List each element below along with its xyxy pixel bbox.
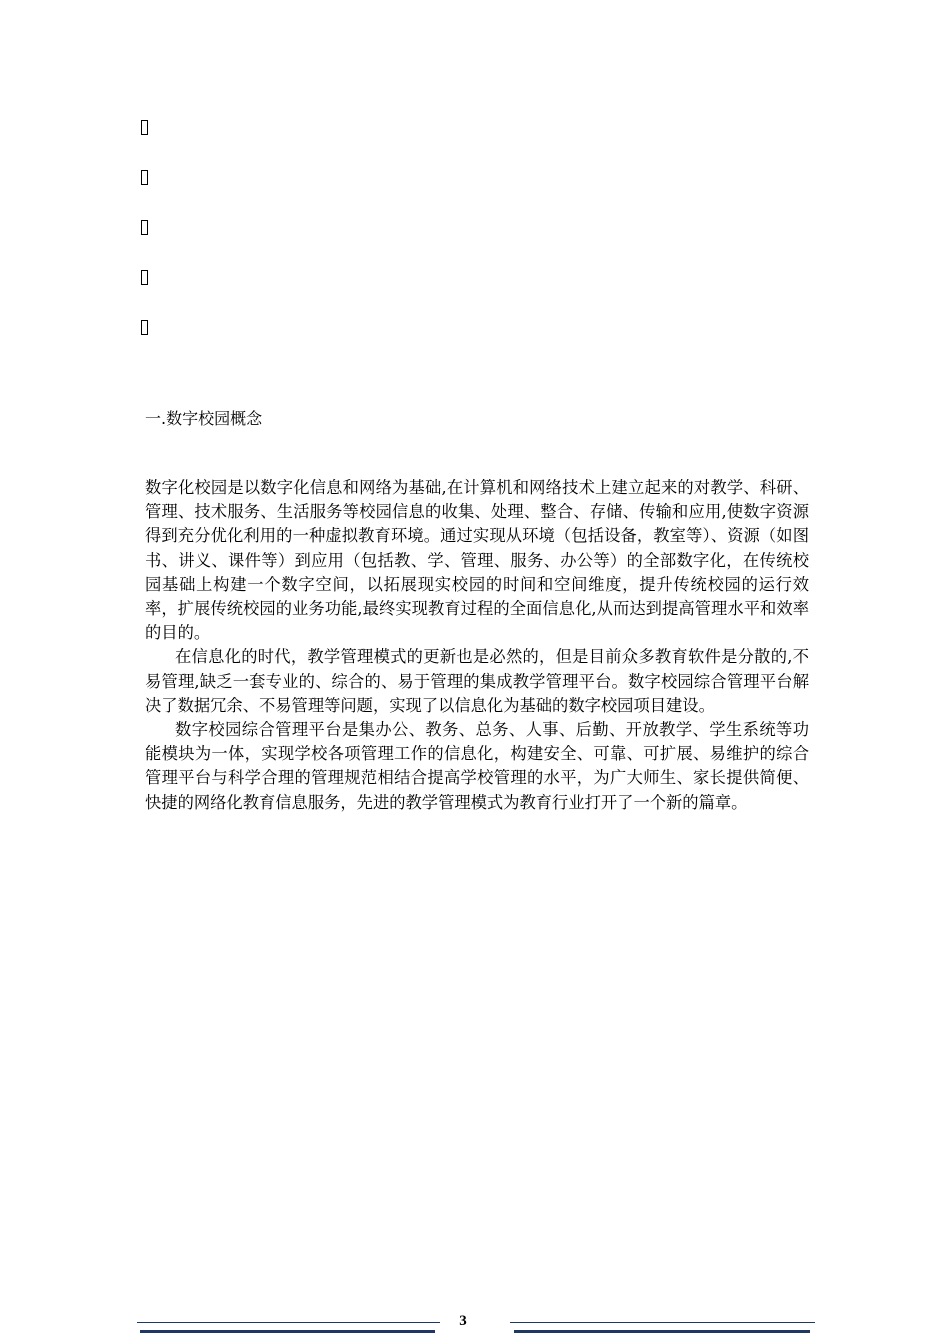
paragraph-management-mode: 在信息化的时代，教学管理模式的更新也是必然的，但是目前众多教育软件是分散的,不易管理,缺乏一套专业的、综合的、易于管理的集成教学管理平台。数字校园综合管理平台解决了数据冗余、不易管理等问题，实现了以信息化为基础的数字校园项目建设。 [145, 647, 809, 715]
placeholder-bullet-list [141, 114, 148, 364]
missing-glyph-icon [141, 170, 148, 185]
list-item [141, 314, 148, 364]
page-number: 3 [459, 1313, 467, 1329]
missing-glyph-icon [141, 220, 148, 235]
footer-rule-right-thick [514, 1330, 810, 1333]
body-text [145, 476, 809, 815]
list-item [141, 164, 148, 214]
missing-glyph-icon [141, 120, 148, 135]
footer-rule-left-thin [137, 1322, 440, 1323]
page-footer [0, 1310, 950, 1344]
paragraph-intro: 数字化校园是以数字化信息和网络为基础,在计算机和网络技术上建立起来的对教学、科研、管理、技术服务、生活服务等校园信息的收集、处理、整合、存储、传输和应用,使数字资源得到充分优化利用的一种虚拟教育环境。通过实现从环境（包括设备，教室等）、资源（如图书、讲义、课件等）到应用（包括教、学、管理、服务、办公等）的全部数字化，在传统校园基础上构建一个数字空间，以拓展现实校园的时间和空间维度，提升传统校园的运行效率，扩展传统校园的业务功能,最终实现教育过程的全面信息化,从而达到提高管理水平和效率的目的。 [145, 478, 809, 643]
missing-glyph-icon [141, 270, 148, 285]
footer-rule-left-thick [140, 1330, 435, 1333]
list-item [141, 264, 148, 314]
missing-glyph-icon [141, 320, 148, 335]
section-title: 一.数字校园概念 [145, 409, 263, 428]
list-item [141, 114, 148, 164]
list-item [141, 214, 148, 264]
paragraph-platform: 数字校园综合管理平台是集办公、教务、总务、人事、后勤、开放教学、学生系统等功能模块为一体，实现学校各项管理工作的信息化，构建安全、可靠、可扩展、易维护的综合管理平台与科学合理的管理规范相结合提高学校管理的水平，为广大师生、家长提供简便、快捷的网络化教育信息服务，先进的教学管理模式为教育行业打开了一个新的篇章。 [145, 720, 809, 812]
footer-rule-right-thin [510, 1322, 815, 1323]
